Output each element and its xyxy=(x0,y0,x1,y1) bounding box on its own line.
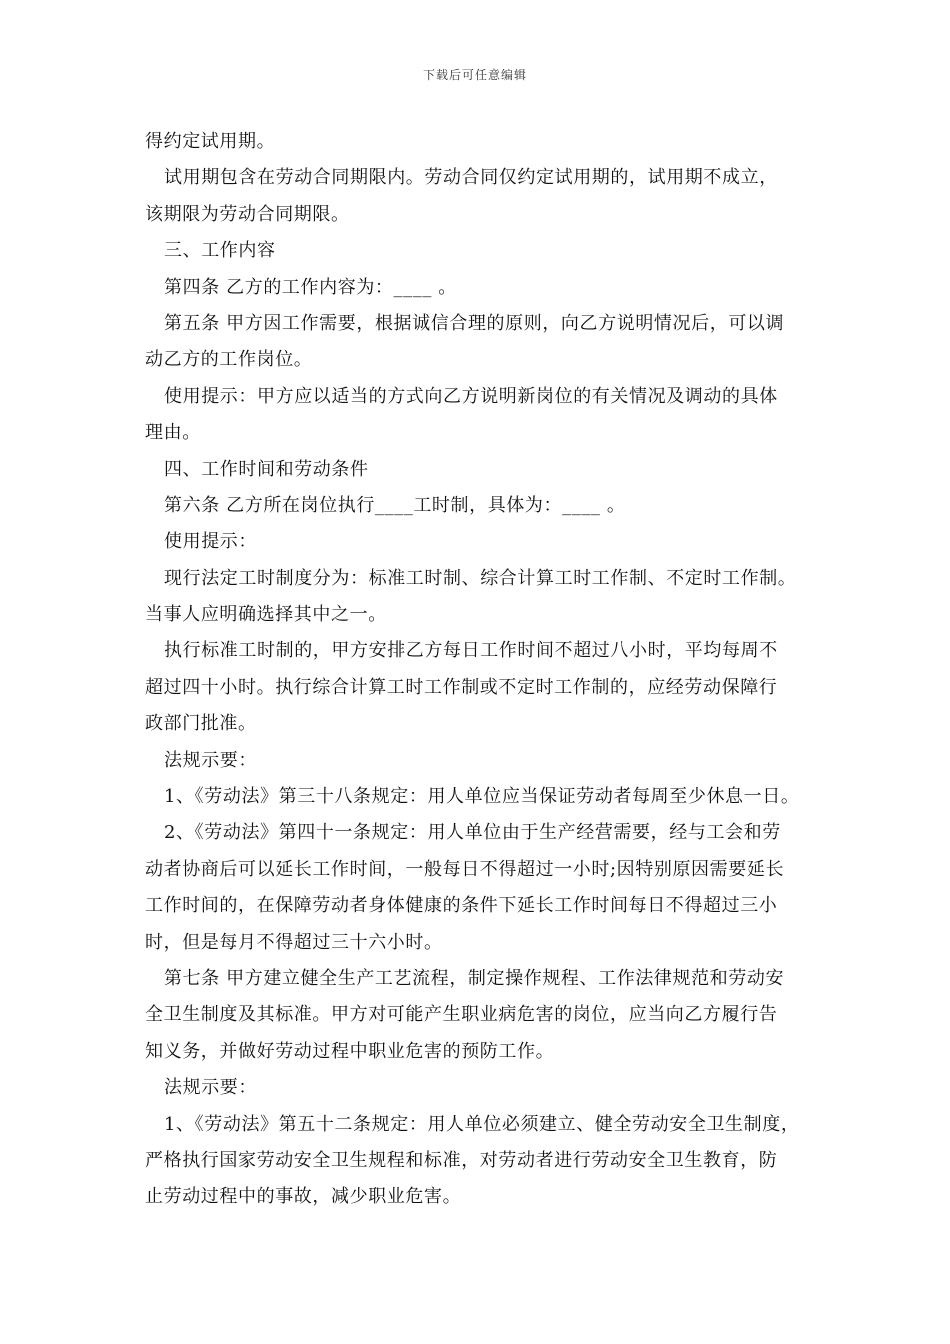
text-line: 时，但是每月不得超过三十六小时。 xyxy=(145,931,443,953)
text-line: 2、《劳动法》第四十一条规定：用人单位由于生产经营需要，经与工会和劳 xyxy=(164,822,781,844)
text-line: 工作时间的，在保障劳动者身体健康的条件下延长工作时间每日不得超过三小 xyxy=(145,895,778,917)
text-line: 严格执行国家劳动安全卫生规程和标准，对劳动者进行劳动安全卫生教育，防 xyxy=(145,1149,778,1171)
text-line: 1、《劳动法》第三十八条规定：用人单位应当保证劳动者每周至少休息一日。 xyxy=(164,786,800,808)
document-body xyxy=(145,124,825,1216)
text-line: 动乙方的工作岗位。 xyxy=(145,349,313,371)
text-line: 法规示要： xyxy=(164,749,257,771)
text-line: 第七条 甲方建立健全生产工艺流程，制定操作规程、工作法律规范和劳动安 xyxy=(164,967,785,989)
text-line: 使用提示：甲方应以适当的方式向乙方说明新岗位的有关情况及调动的具体 xyxy=(164,385,778,407)
text-line: 该期限为劳动合同期限。 xyxy=(145,203,350,225)
text-line: 理由。 xyxy=(145,422,201,444)
text-line: 第五条 甲方因工作需要，根据诚信合理的原则，向乙方说明情况后，可以调 xyxy=(164,312,785,334)
text-line: 试用期包含在劳动合同期限内。劳动合同仅约定试用期的，试用期不成立， xyxy=(164,167,778,189)
text-line: 动者协商后可以延长工作时间，一般每日不得超过一小时;因特别原因需要延长 xyxy=(145,858,785,880)
text-line: 知义务，并做好劳动过程中职业危害的预防工作。 xyxy=(145,1040,555,1062)
text-line: 得约定试用期。 xyxy=(145,131,276,152)
text-line: 执行标准工时制的，甲方安排乙方每日工作时间不超过八小时，平均每周不 xyxy=(164,640,778,662)
page-header: 下载后可任意编辑 xyxy=(422,68,527,82)
text-line: 第四条 乙方的工作内容为：____ 。 xyxy=(164,276,457,298)
text-line: 政部门批准。 xyxy=(145,713,257,735)
section-heading: 四、工作时间和劳动条件 xyxy=(164,458,369,480)
text-line: 法规示要： xyxy=(164,1077,257,1099)
text-line: 当事人应明确选择其中之一。 xyxy=(145,604,387,626)
text-line: 现行法定工时制度分为：标准工时制、综合计算工时工作制、不定时工作制。 xyxy=(164,567,797,589)
text-line: 超过四十小时。执行综合计算工时工作制或不定时工作制的，应经劳动保障行 xyxy=(145,676,778,698)
text-line: 使用提示： xyxy=(164,531,257,553)
text-line: 1、《劳动法》第五十二条规定：用人单位必须建立、健全劳动安全卫生制度， xyxy=(164,1113,800,1135)
section-heading: 三、工作内容 xyxy=(164,240,276,262)
text-line: 第六条 乙方所在岗位执行____工时制，具体为：____ 。 xyxy=(164,494,626,516)
text-line: 止劳动过程中的事故，减少职业危害。 xyxy=(145,1186,462,1208)
text-line: 全卫生制度及其标准。甲方对可能产生职业病危害的岗位，应当向乙方履行告 xyxy=(145,1004,778,1026)
